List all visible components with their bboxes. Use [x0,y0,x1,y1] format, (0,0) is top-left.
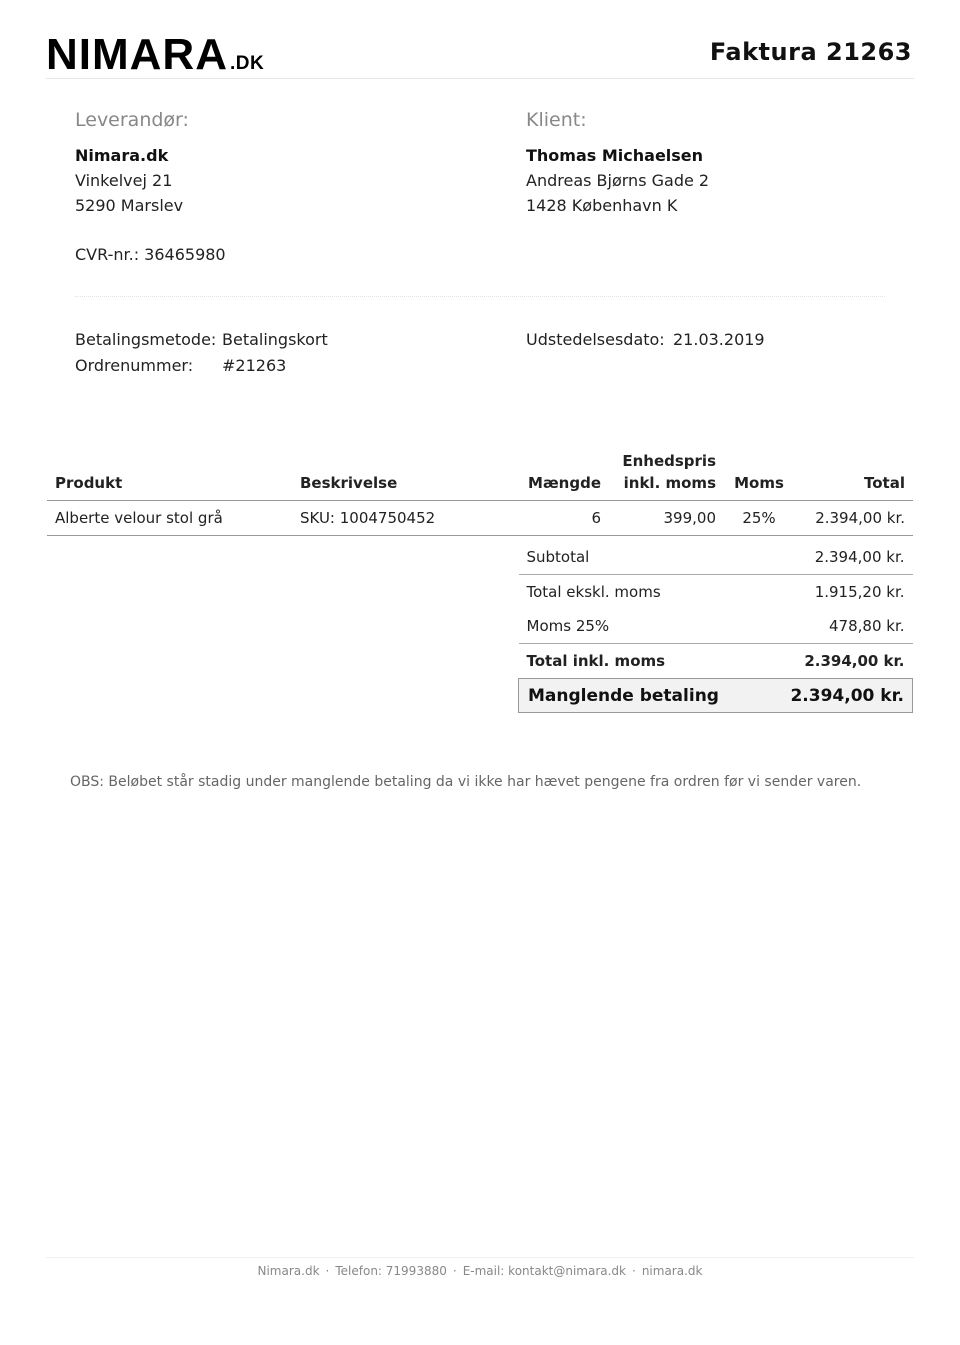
vat-value: 478,80 kr. [761,609,912,644]
issue-date-row [526,327,765,353]
supplier-name: Nimara.dk [75,146,169,165]
header-divider [46,78,914,79]
issue-date-label: Udstedelsesdato: [526,330,665,349]
subtotal-row [519,540,913,575]
subtotal-value: 2.394,00 kr. [761,540,912,575]
footer [0,1264,960,1278]
header-description: Beskrivelse [292,450,492,501]
client-address-line1: Andreas Bjørns Gade 2 [526,171,710,190]
excl-vat-label: Total ekskl. moms [526,583,661,601]
incl-vat-label: Total inkl. moms [526,652,666,670]
vat-row [519,609,913,644]
section-divider [75,296,885,297]
subtotal-label: Subtotal [519,540,762,575]
footer-separator: · [325,1264,330,1278]
header-total: Total [794,450,913,501]
amount-due-value: 2.394,00 kr. [761,679,912,713]
totals-table [518,540,913,713]
amount-due-row [519,679,913,713]
supplier-block [75,108,226,267]
supplier-address-line2: 5290 Marslev [75,196,184,215]
cell-unit-price: 399,00 [609,501,724,536]
header-quantity: Mængde [492,450,609,501]
excl-vat-value: 1.915,20 kr. [814,583,905,601]
client-block [526,108,709,218]
incl-vat-value: 2.394,00 kr. [804,652,905,670]
vat-label: Moms 25% [519,609,762,644]
order-number-row [75,353,328,379]
footer-separator: · [452,1264,457,1278]
cell-product: Alberte velour stol grå [47,501,292,536]
header-unit-price [609,450,724,501]
invoice-title: Faktura 21263 [709,38,912,66]
footer-company: Nimara.dk [257,1264,320,1278]
table-header-row [47,450,913,501]
logo-wordmark: NIMARA [46,30,228,79]
logo-suffix: .DK [229,53,265,74]
cell-total: 2.394,00 kr. [794,501,913,536]
amount-due-label: Manglende betaling [519,679,762,713]
header-product: Produkt [47,450,292,501]
payment-method-label: Betalingsmetode: [75,330,217,349]
supplier-label: Leverandør: [75,109,189,131]
order-number-value: #21263 [222,356,287,375]
footer-divider [46,1257,914,1258]
cell-vat: 25% [724,501,794,536]
payment-method-value: Betalingskort [222,330,328,349]
supplier-cvr: CVR-nr.: 36465980 [75,245,226,264]
issue-meta [526,327,765,353]
supplier-address-line1: Vinkelvej 21 [75,171,173,190]
header-unit-price-line1: Enhedspris [622,452,716,470]
payment-method-row [75,327,328,353]
header-unit-price-line2: inkl. moms [623,474,716,492]
payment-note: OBS: Beløbet står stadig under manglende betaling da vi ikke har hævet pengene fra ordren før vi sender varen. [70,774,862,790]
order-number-label: Ordrenummer: [75,356,194,375]
client-label: Klient: [526,109,587,131]
footer-separator: · [632,1264,636,1278]
footer-website: nimara.dk [641,1264,703,1278]
client-address-line2: 1428 København K [526,196,678,215]
cell-description: SKU: 1004750452 [292,501,492,536]
footer-phone: Telefon: 71993880 [335,1264,447,1278]
company-logo [46,30,265,79]
client-name: Thomas Michaelsen [526,146,704,165]
issue-date-value: 21.03.2019 [673,330,765,349]
payment-meta [75,327,328,379]
incl-vat-row [519,644,913,679]
footer-email: E-mail: kontakt@nimara.dk [462,1264,626,1278]
excl-vat-row [519,575,913,610]
header-vat: Moms [724,450,794,501]
cell-quantity: 6 [492,501,609,536]
line-items-table [47,450,913,536]
table-row [47,501,913,536]
